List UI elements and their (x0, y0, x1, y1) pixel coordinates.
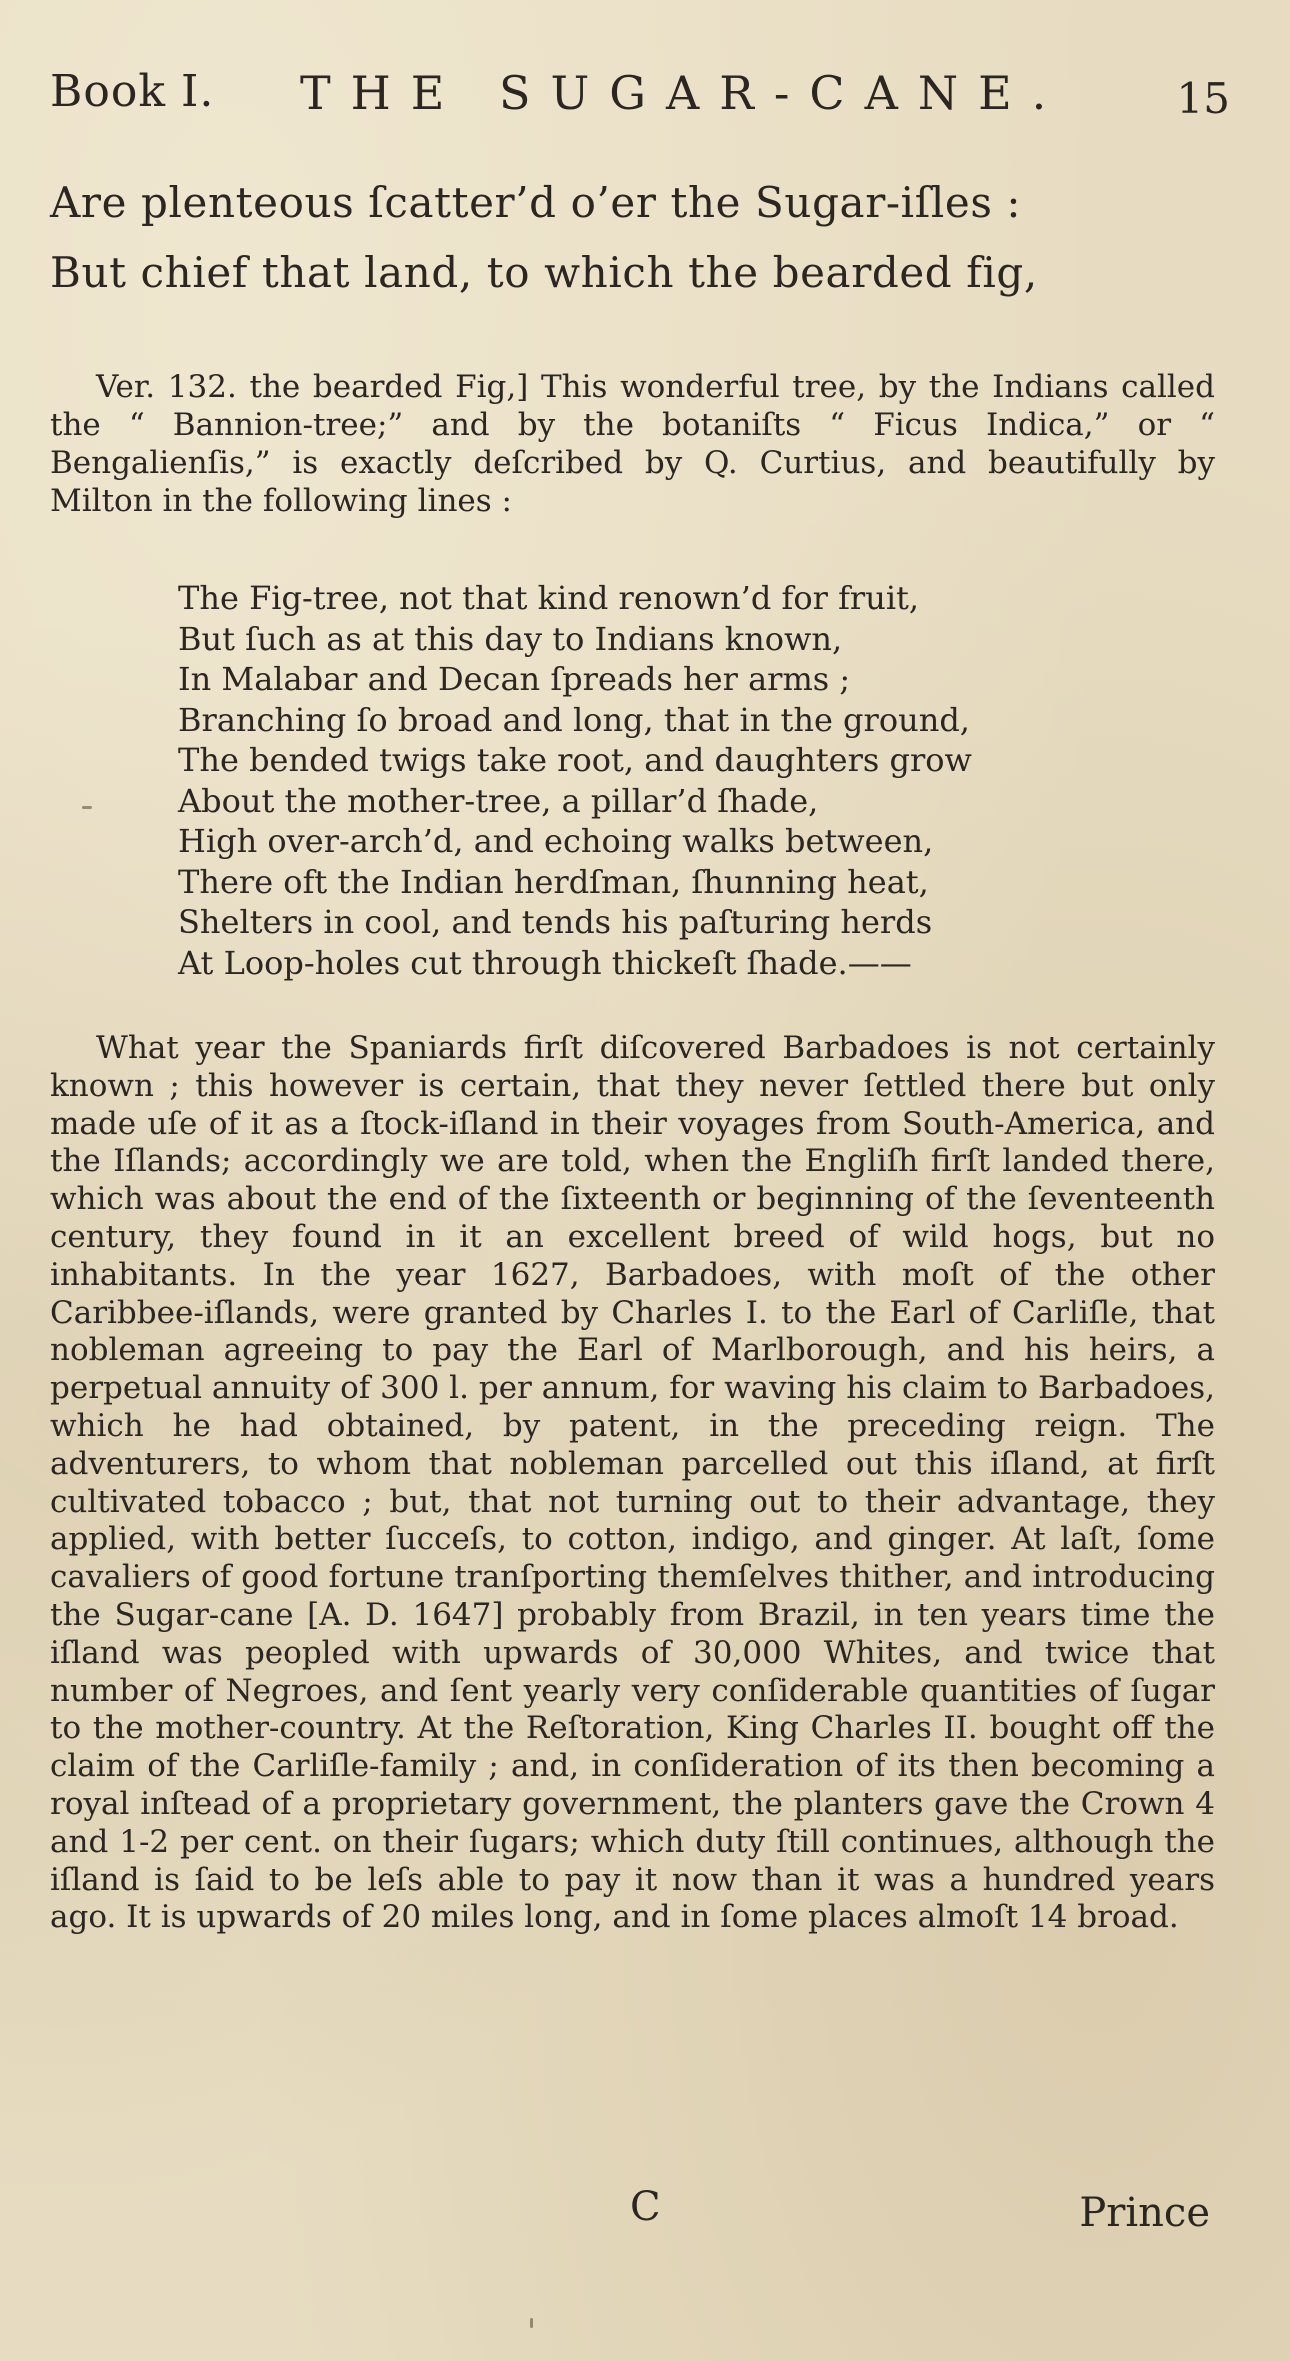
quote-line: About the mother-tree, a pillar’d ſhade, (178, 781, 819, 820)
quote-line: At Loop-holes cut through thickeſt ſhade.—— (178, 943, 912, 982)
quote-line: Shelters in cool, and tends his paſturing herds (178, 903, 933, 941)
milton-quotation (178, 578, 1138, 983)
poem-verse (50, 168, 1230, 308)
book-label: Book I. (50, 66, 215, 117)
signature-mark: C (630, 2184, 661, 2230)
quote-line: There oft the Indian herdſman, ſhunning heat, (178, 862, 929, 901)
footnote (50, 368, 1215, 520)
footnote-text: Ver. 132. the bearded Fig,] This wonderful tree, by the Indians called the “ Bannion-tree;” and by the botaniſts “ Ficus Indica,” or “ Bengalienſis,” is exactly deſcribed by Q. Curtius, and beautifully by Milton in the following lines : (50, 369, 1215, 519)
barbadoes-paragraph (50, 1030, 1215, 1937)
running-header (50, 66, 1230, 136)
running-title: THE SUGAR-CANE. (300, 66, 1067, 120)
quote-line: High over-arch’d, and echoing walks between, (178, 822, 934, 860)
quote-line: But ſuch as at this day to Indians known, (178, 619, 843, 658)
poem-line: Are plenteous ſcatter’d o’er the Sugar-iſles : (50, 178, 1022, 227)
catchword: Prince (1079, 2190, 1210, 2236)
paragraph-text: What year the Spaniards firſt diſcovered Barbadoes is not certainly known ; this however is certain, that they never ſettled there but only made uſe of it as a ſtock-iſland in their voyages from South-America, and the Iſlands; accordingly we are told, when the Engliſh firſt landed there, which was about the end of the ſixteenth or beginning of the ſeventeenth century, they found in it an excellent breed of wild hogs, but no inhabitants. In the year 1627, Barbadoes, with moſt of the other Caribbee-iſlands, were granted by Charles I. to the Earl of Carliſle, that nobleman agreeing to pay the Earl of Marlborough, and his heirs, a perpetual annuity of 300 l. per annum, for waving his claim to Barbadoes, which he had obtained, by patent, in the preceding reign. The adventurers, to whom that nobleman parcelled out this iſland, at firſt cultivated tobacco ; but, that not turning out to their advantage, they applied, with better ſucceſs, to cotton, indigo, and ginger. At laſt, ſome cavaliers of good fortune tranſporting themſelves thither, and introducing the Sugar-cane [A. D. 1647] probably from Brazil, in ten years time the iſland was peopled with upwards of 30,000 Whites, and twice that number of Negroes, and ſent yearly very conſiderable quantities of ſugar to the mother-country. At the Reſtoration, King Charles II. bought off the claim of the Carliſle-family ; and, in conſideration of its then becoming a royal inſtead of a proprietary government, the planters gave the Crown 4 and 1-2 per cent. on their ſugars; which duty ſtill continues, although the iſland is ſaid to be leſs able to pay it now than it was a hundred years ago. It is upwards of 20 miles long, and in ſome places almoſt 14 broad. (50, 1030, 1215, 1936)
paper-speck (530, 2318, 533, 2328)
paper-speck (82, 806, 92, 809)
quote-line: The bended twigs take root, and daughters grow (178, 741, 972, 779)
poem-line: But chief that land, to which the bearded fig, (50, 248, 1038, 297)
page-number: 15 (1176, 74, 1230, 123)
quote-line: The Fig-tree, not that kind renown’d for fruit, (178, 579, 920, 617)
quote-line: In Malabar and Decan ſpreads her arms ; (178, 660, 851, 698)
quote-line: Branching ſo broad and long, that in the ground, (178, 700, 970, 739)
